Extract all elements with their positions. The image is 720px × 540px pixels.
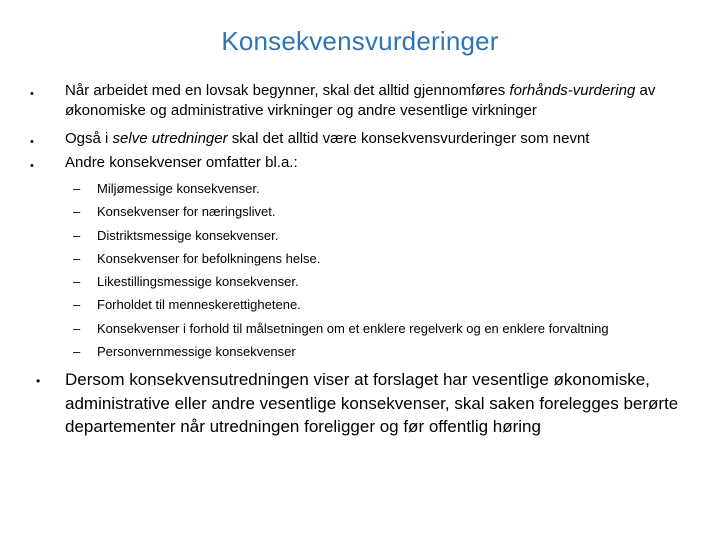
sub-list (73, 180, 713, 366)
bullet-text: Andre konsekvenser omfatter bl.a.: (65, 154, 298, 171)
sub-list-item (73, 343, 713, 366)
bullet-dot: • (30, 136, 34, 148)
bullet-text (65, 129, 715, 149)
sub-list-item-text: Konsekvenser for befolkningens helse. (97, 250, 321, 266)
dash-marker: – (73, 274, 81, 290)
bullet-dot: • (30, 160, 34, 172)
dash-marker: – (73, 320, 81, 336)
dash-marker: – (73, 344, 81, 360)
sub-list-item (73, 320, 713, 343)
sub-list-item-text: Miljømessige konsekvenser. (97, 181, 260, 196)
sub-list-item (73, 180, 713, 203)
bullet-text-part: Når arbeidet med en lovsak begynner, skal det alltid gjennomføres (65, 82, 510, 99)
dash-marker: – (73, 297, 81, 313)
bullet-text-part: av økonomiske og administrative virkninger og andre vesentlige virkninger (65, 82, 656, 119)
bullet-text (65, 81, 715, 121)
sub-list-item (73, 296, 713, 319)
sub-list-item-text: Likestillingsmessige konsekvenser. (97, 274, 299, 290)
dash-marker: – (73, 204, 81, 220)
sub-list-item-text: Forholdet til menneskerettighetene. (97, 297, 301, 313)
sub-list-item (73, 250, 713, 273)
bullet-text-emphasis: forhånds-vurdering (509, 82, 636, 99)
bullet-dot: • (36, 374, 41, 388)
bullet-text-part: Også i (65, 130, 113, 147)
sub-list-item-text: Distriktsmessige konsekvenser. (97, 227, 279, 243)
sub-list-item-text: Konsekvenser i forhold til målsetningen om et enklere regelverk og en enklere forvaltning (97, 320, 609, 336)
bullet-text-emphasis: selve utredninger (112, 130, 228, 147)
bullet-dot: • (30, 88, 34, 100)
sub-list-item (73, 273, 713, 296)
sub-list-item-text: Personvernmessige konsekvenser (97, 344, 296, 360)
dash-marker: – (73, 250, 81, 266)
slide-title: Konsekvensvurderinger (221, 26, 499, 56)
sub-list-item (73, 203, 713, 226)
dash-marker: – (73, 181, 81, 196)
sub-list-item-text: Konsekvenser for næringslivet. (97, 204, 276, 220)
bullet-text: Dersom konsekvensutredningen viser at forslaget har vesentlige økonomiske, administrative eller andre vesentlige konsekvenser, skal saken forelegges berørte departementer når utredningen foreligger og før offentlig høring (65, 370, 679, 436)
bullet-text-part: skal det alltid være konsekvensvurderinger som nevnt (227, 130, 590, 147)
dash-marker: – (73, 227, 81, 243)
sub-list-item (73, 227, 713, 250)
